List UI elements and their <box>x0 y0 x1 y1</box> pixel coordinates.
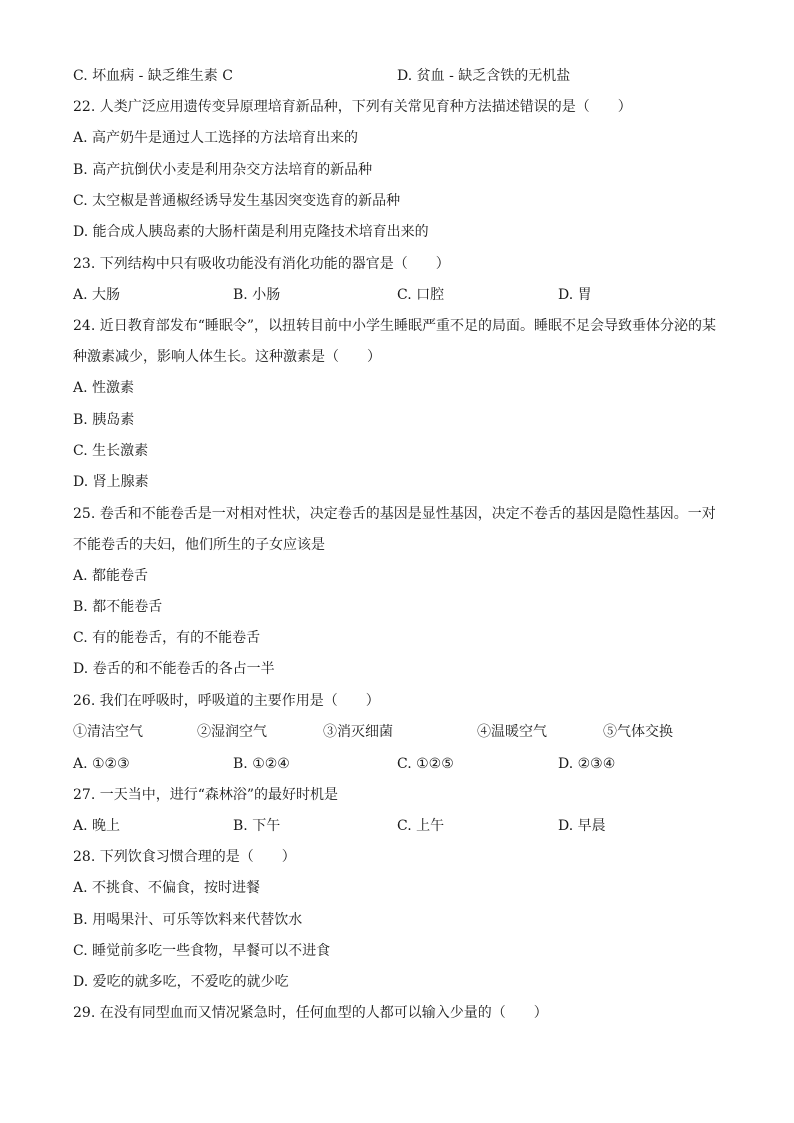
q27-stem: 27. 一天当中，进行“森林浴”的最好时机是 <box>73 787 339 803</box>
q27-option-d: D. 早晨 <box>558 818 606 834</box>
q21-option-d: D. 贫血 - 缺乏含铁的无机盐 <box>397 68 571 84</box>
q28-option-a: A. 不挑食、不偏食，按时进餐 <box>73 880 261 896</box>
q23-option-c: C. 口腔 <box>397 287 445 303</box>
q25-stem-line2: 不能卷舌的夫妇，他们所生的子女应该是 <box>73 537 325 553</box>
q22-option-a: A. 高产奶牛是通过人工选择的方法培育出来的 <box>73 130 359 146</box>
q25-option-a: A. 都能卷舌 <box>73 568 149 584</box>
q28-option-b: B. 用喝果汁、可乐等饮料来代替饮水 <box>73 912 303 928</box>
q27-option-b: B. 下午 <box>233 818 281 834</box>
q28-option-c: C. 睡觉前多吃一些食物，早餐可以不进食 <box>73 943 331 959</box>
q27-option-a: A. 晚上 <box>73 818 121 834</box>
q26-item-1: ①清洁空气 <box>73 724 143 740</box>
q26-option-b: B. ①②④ <box>233 756 290 772</box>
q23-option-a: A. 大肠 <box>73 287 121 303</box>
q26-stem: 26. 我们在呼吸时，呼吸道的主要作用是（ ） <box>73 693 380 709</box>
q28-option-d: D. 爱吃的就多吃，不爱吃的就少吃 <box>73 974 289 990</box>
q25-option-d: D. 卷舌的和不能卷舌的各占一半 <box>73 661 275 677</box>
q22-option-b: B. 高产抗倒伏小麦是利用杂交方法培育的新品种 <box>73 162 373 178</box>
q22-option-c: C. 太空椒是普通椒经诱导发生基因突变选育的新品种 <box>73 193 401 209</box>
q25-stem-line1: 25. 卷舌和不能卷舌是一对相对性状，决定卷舌的基因是显性基因，决定不卷舌的基因是隐性基因。一对 <box>73 506 716 522</box>
q23-stem: 23. 下列结构中只有吸收功能没有消化功能的器官是（ ） <box>73 256 450 272</box>
q22-option-d: D. 能合成人胰岛素的大肠杆菌是利用克隆技术培育出来的 <box>73 224 429 240</box>
q24-stem-line1: 24. 近日教育部发布“睡眠令”，以扭转目前中小学生睡眠严重不足的局面。睡眠不足会导致垂体分泌的某 <box>73 318 717 334</box>
q26-item-4: ④温暖空气 <box>477 724 547 740</box>
q27-option-c: C. 上午 <box>397 818 445 834</box>
q25-option-b: B. 都不能卷舌 <box>73 599 163 615</box>
q24-stem-line2: 种激素减少，影响人体生长。这种激素是（ ） <box>73 349 381 365</box>
q29-stem: 29. 在没有同型血而又情况紧急时，任何血型的人都可以输入少量的（ ） <box>73 1005 548 1021</box>
q26-item-5: ⑤气体交换 <box>603 724 673 740</box>
q26-item-2: ②湿润空气 <box>197 724 267 740</box>
q24-option-c: C. 生长激素 <box>73 443 149 459</box>
q24-option-d: D. 肾上腺素 <box>73 474 149 490</box>
q26-option-d: D. ②③④ <box>558 756 616 772</box>
q24-option-b: B. 胰岛素 <box>73 412 135 428</box>
q26-item-3: ③消灭细菌 <box>323 724 393 740</box>
q28-stem: 28. 下列饮食习惯合理的是（ ） <box>73 849 296 865</box>
q26-option-a: A. ①②③ <box>73 756 130 772</box>
q24-option-a: A. 性激素 <box>73 380 135 396</box>
q22-stem: 22. 人类广泛应用遗传变异原理培育新品种，下列有关常见育种方法描述错误的是（ ） <box>73 99 632 115</box>
q26-option-c: C. ①②⑤ <box>397 756 454 772</box>
q23-option-d: D. 胃 <box>558 287 592 303</box>
q21-option-c: C. 坏血病 - 缺乏维生素 C <box>73 68 233 84</box>
q25-option-c: C. 有的能卷舌，有的不能卷舌 <box>73 630 261 646</box>
q23-option-b: B. 小肠 <box>233 287 281 303</box>
